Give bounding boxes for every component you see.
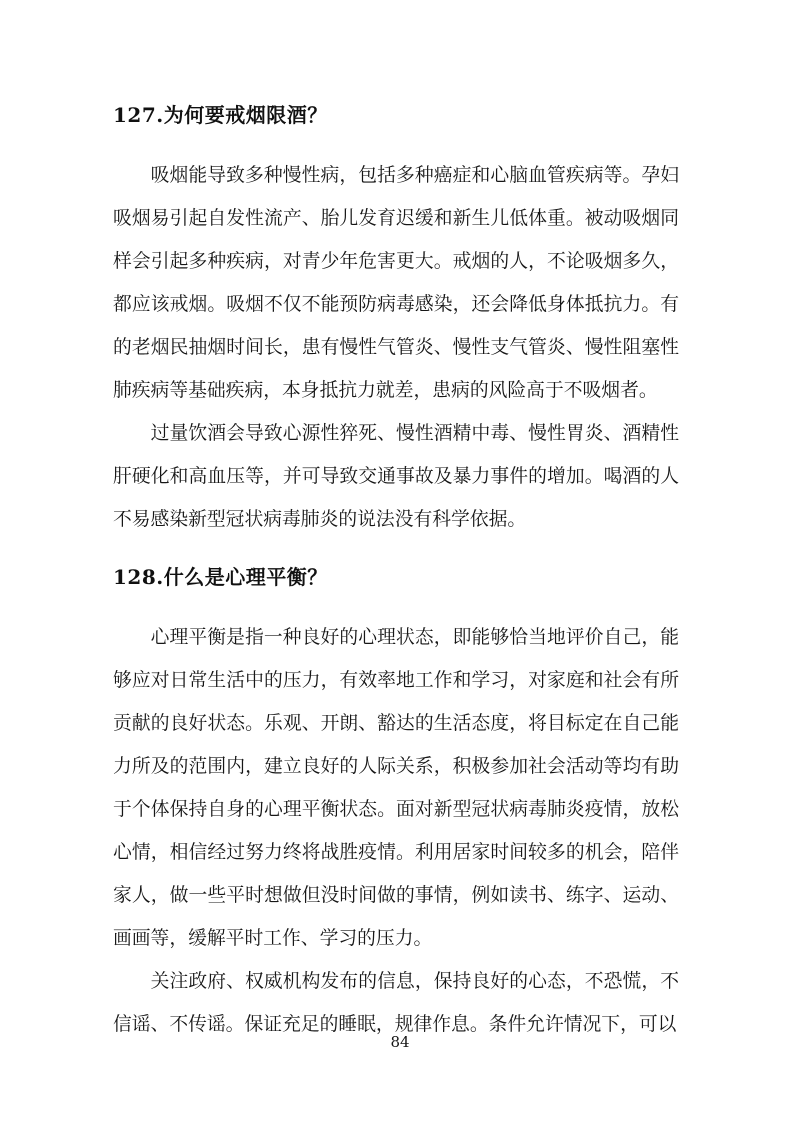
section-question-128 <box>113 564 679 1046</box>
question-127-paragraph-smoking: 吸烟能导致多种慢性病，包括多种癌症和心脑血管疾病等。孕妇吸烟易引起自发性流产、胎儿发育迟缓和新生儿低体重。被动吸烟同样会引起多种疾病，对青少年危害更大。戒烟的人，不论吸烟多久，都应该戒烟。吸烟不仅不能预防病毒感染，还会降低身体抵抗力。有的老烟民抽烟时间长，患有慢性气管炎、慢性支气管炎、慢性阻塞性肺疾病等基础疾病，本身抵抗力就差，患病的风险高于不吸烟者。 <box>113 165 679 401</box>
question-127-paragraph-alcohol: 过量饮酒会导致心源性猝死、慢性酒精中毒、慢性胃炎、酒精性肝硬化和高血压等，并可导致交通事故及暴力事件的增加。喝酒的人不易感染新型冠状病毒肺炎的说法没有科学依据。 <box>113 423 679 530</box>
page-number: 84 <box>390 1033 410 1051</box>
question-128-paragraph-advice: 关注政府、权威机构发布的信息，保持良好的心态，不恐慌，不信谣、不传谣。保证充足的睡眠，规律作息。条件允许情况下，可以 <box>113 971 679 1035</box>
question-127-heading: 127.为何要戒烟限酒？ <box>113 103 328 127</box>
question-128-heading: 128.什么是心理平衡？ <box>113 565 328 589</box>
section-question-127 <box>113 102 679 541</box>
page-content <box>113 0 679 1046</box>
question-128-paragraph-definition: 心理平衡是指一种良好的心理状态，即能够恰当地评价自己，能够应对日常生活中的压力，有效率地工作和学习，对家庭和社会有所贡献的良好状态。乐观、开朗、豁达的生活态度，将目标定在自己能力所及的范围内，建立良好的人际关系，积极参加社会活动等均有助于个体保持自身的心理平衡状态。面对新型冠状病毒肺炎疫情，放松心情，相信经过努力终将战胜疫情。利用居家时间较多的机会，陪伴家人，做一些平时想做但没时间做的事情，例如读书、练字、运动、画画等，缓解平时工作、学习的压力。 <box>113 627 679 949</box>
page-footer <box>0 1032 800 1051</box>
